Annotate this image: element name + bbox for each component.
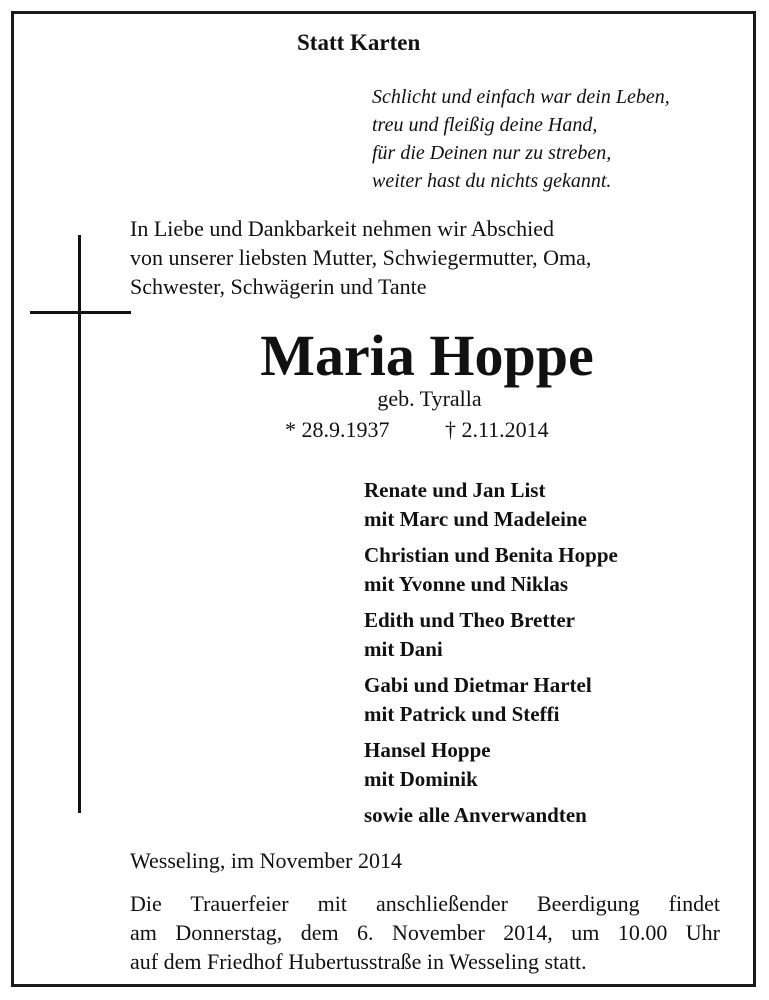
mourner-line: sowie alle Anverwandten	[364, 803, 587, 827]
deceased-name: Maria Hoppe	[260, 323, 594, 388]
mourner-line: Gabi und Dietmar Hartel	[364, 673, 592, 697]
poem	[372, 83, 670, 195]
notice-line: auf dem Friedhof Hubertusstraße in Wesseling statt.	[130, 949, 587, 974]
death-date: † 2.11.2014	[445, 417, 549, 442]
mourner-group	[364, 736, 618, 794]
poem-line: treu und fleißig deine Hand,	[372, 114, 598, 136]
intro-line: von unserer liebsten Mutter, Schwiegermutter, Oma,	[130, 245, 592, 270]
mourner-group	[364, 801, 618, 830]
mourner-line: Edith und Theo Bretter	[364, 608, 576, 632]
funeral-notice	[130, 889, 720, 976]
birth-date: * 28.9.1937	[285, 417, 390, 442]
mourner-line: mit Marc und Madeleine	[364, 507, 588, 531]
mourner-line: mit Dani	[364, 637, 443, 661]
mourner-line: Christian und Benita Hoppe	[364, 543, 618, 567]
poem-line: weiter hast du nichts gekannt.	[372, 170, 612, 192]
mourner-group	[364, 606, 618, 664]
poem-line: Schlicht und einfach war dein Leben,	[372, 86, 670, 108]
mourner-line: mit Patrick und Steffi	[364, 702, 560, 726]
maiden-name: geb. Tyralla	[377, 386, 482, 411]
mourner-group	[364, 476, 618, 534]
notice-line: am Donnerstag, dem 6. November 2014, um 10.00 Uhr	[130, 920, 720, 945]
mourner-line: Renate und Jan List	[364, 478, 546, 502]
mourner-group	[364, 541, 618, 599]
mourner-line: mit Yvonne und Niklas	[364, 572, 569, 596]
intro-line: In Liebe und Dankbarkeit nehmen wir Abschied	[130, 216, 554, 241]
notice-line: Die Trauerfeier mit anschließender Beerdigung findet	[130, 891, 720, 916]
poem-line: für die Deinen nur zu streben,	[372, 142, 612, 164]
mourners-list	[364, 476, 618, 837]
header-title: Statt Karten	[297, 30, 421, 55]
intro-line: Schwester, Schwägerin und Tante	[130, 274, 427, 299]
place-date: Wesseling, im November 2014	[130, 848, 402, 873]
intro-text	[130, 214, 591, 301]
mourner-line: mit Dominik	[364, 767, 478, 791]
mourner-line: Hansel Hoppe	[364, 738, 491, 762]
mourner-group	[364, 671, 618, 729]
cross-horizontal-bar	[30, 311, 131, 314]
